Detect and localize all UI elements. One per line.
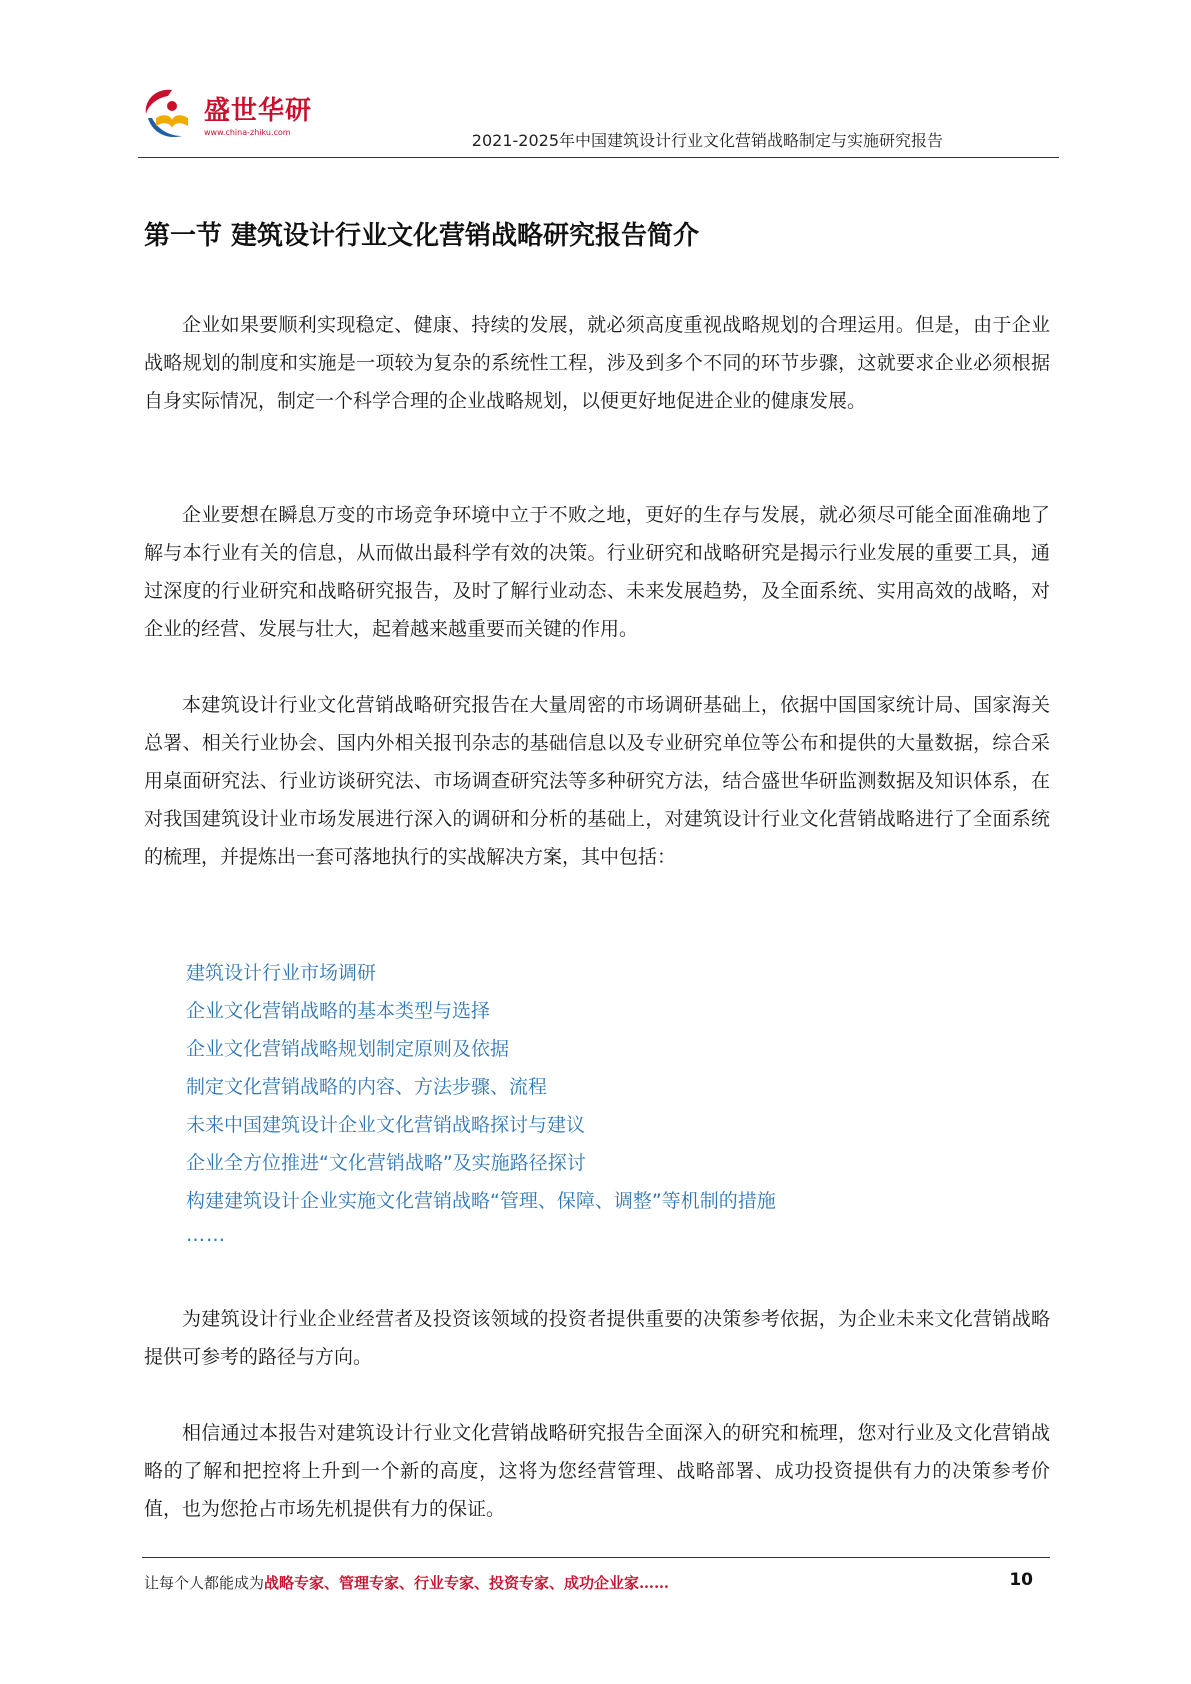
logo-swoosh-icon xyxy=(142,84,202,146)
paragraph-4: 为建筑设计行业企业经营者及投资该领域的投资者提供重要的决策参考依据，为企业未来文化营销战略提供可参考的路径与方向。 xyxy=(144,1308,1050,1368)
footer-slogan xyxy=(144,1572,669,1593)
list-item[interactable]: 企业文化营销战略的基本类型与选择 xyxy=(186,1000,491,1022)
contents-list xyxy=(186,954,776,1220)
list-item[interactable]: 制定文化营销战略的内容、方法步骤、流程 xyxy=(186,1076,548,1098)
list-item[interactable]: 企业文化营销战略规划制定原则及依据 xyxy=(186,1038,510,1060)
list-item[interactable]: 未来中国建筑设计企业文化营销战略探讨与建议 xyxy=(186,1114,586,1136)
section-title: 第一节 建筑设计行业文化营销战略研究报告简介 xyxy=(144,221,700,251)
logo-name: 盛世华研 xyxy=(204,96,313,126)
list-item[interactable]: 企业全方位推进“文化营销战略”及实施路径探讨 xyxy=(186,1152,586,1174)
paragraph-1: 企业如果要顺利实现稳定、健康、持续的发展，就必须高度重视战略规划的合理运用。但是，由于企业战略规划的制度和实施是一项较为复杂的系统性工程，涉及到多个不同的环节步骤，这就要求企业必须根据自身实际情况，制定一个科学合理的企业战略规划，以便更好地促进企业的健康发展。 xyxy=(144,314,1050,412)
header-divider xyxy=(138,157,1059,158)
list-ellipsis: …… xyxy=(186,1224,226,1246)
page-number: 10 xyxy=(1009,1570,1033,1590)
list-item[interactable]: 建筑设计行业市场调研 xyxy=(186,962,377,984)
list-item[interactable]: 构建建筑设计企业实施文化营销战略“管理、保障、调整”等机制的措施 xyxy=(186,1190,776,1212)
company-logo xyxy=(142,84,312,146)
paragraph-2: 企业要想在瞬息万变的市场竞争环境中立于不败之地，更好的生存与发展，就必须尽可能全面准确地了解与本行业有关的信息，从而做出最科学有效的决策。行业研究和战略研究是揭示行业发展的重要工具，通过深度的行业研究和战略研究报告，及时了解行业动态、未来发展趋势，及全面系统、实用高效的战略，对企业的经营、发展与壮大，起着越来越重要而关键的作用。 xyxy=(144,504,1050,640)
slogan-highlight: 战略专家、管理专家、行业专家、投资专家、成功企业家…… xyxy=(264,1574,670,1592)
slogan-prefix: 让每个人都能成为 xyxy=(144,1574,265,1592)
logo-url: www.china-zhiku.com xyxy=(204,128,291,137)
footer-divider xyxy=(142,1557,1050,1558)
report-title: 2021-2025年中国建筑设计行业文化营销战略制定与实施研究报告 xyxy=(471,131,943,150)
paragraph-5: 相信通过本报告对建筑设计行业文化营销战略研究报告全面深入的研究和梳理，您对行业及文化营销战略的了解和把控将上升到一个新的高度，这将为您经营管理、战略部署、成功投资提供有力的决策参考价值，也为您抢占市场先机提供有力的保证。 xyxy=(144,1422,1050,1520)
paragraph-3: 本建筑设计行业文化营销战略研究报告在大量周密的市场调研基础上，依据中国国家统计局、国家海关总署、相关行业协会、国内外相关报刊杂志的基础信息以及专业研究单位等公布和提供的大量数据，综合采用桌面研究法、行业访谈研究法、市场调查研究法等多种研究方法，结合盛世华研监测数据及知识体系，在对我国建筑设计业市场发展进行深入的调研和分析的基础上，对建筑设计行业文化营销战略进行了全面系统的梳理，并提炼出一套可落地执行的实战解决方案，其中包括： xyxy=(144,694,1050,868)
